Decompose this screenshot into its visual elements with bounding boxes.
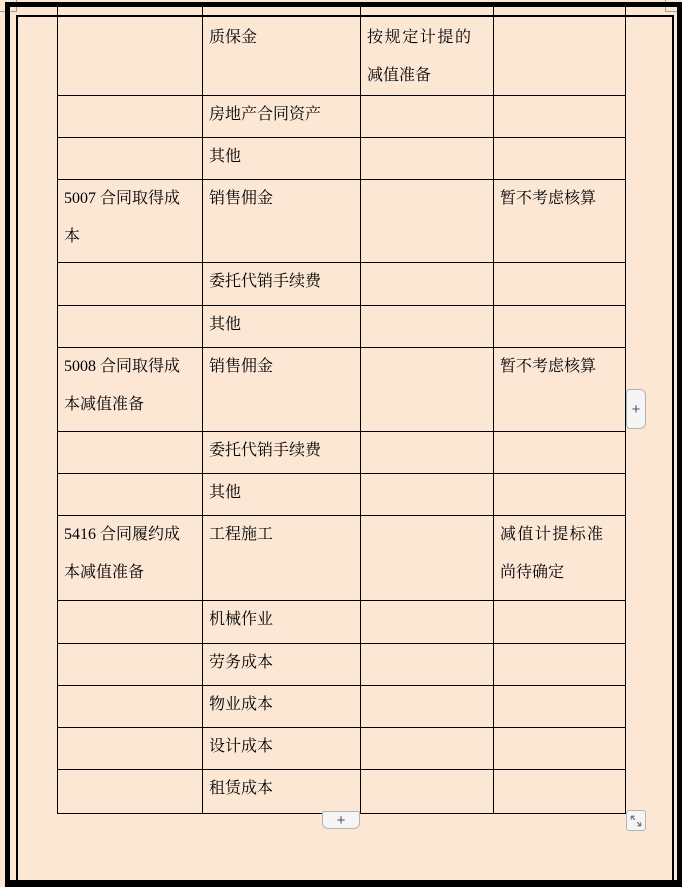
cell-account[interactable] xyxy=(58,474,203,516)
cell-method[interactable] xyxy=(361,138,494,180)
cell-method[interactable] xyxy=(361,432,494,474)
cell-note[interactable] xyxy=(494,686,626,728)
cell-item[interactable]: 工程施工 xyxy=(203,516,361,601)
cell-note[interactable] xyxy=(494,770,626,814)
cell-note[interactable] xyxy=(494,601,626,644)
cell-method[interactable] xyxy=(361,601,494,644)
cell-item[interactable]: 物业成本 xyxy=(203,686,361,728)
cell-account[interactable] xyxy=(58,686,203,728)
resize-table-button[interactable] xyxy=(626,810,646,831)
margin-mark-top-right-h xyxy=(665,11,682,12)
cell-note[interactable]: 暂不考虑核算 xyxy=(494,180,626,263)
cell-item[interactable]: 设计成本 xyxy=(203,728,361,770)
cell-method[interactable] xyxy=(361,348,494,432)
cell-account[interactable] xyxy=(58,7,203,96)
cell-item[interactable]: 租赁成本 xyxy=(203,770,361,814)
cell-account[interactable] xyxy=(58,306,203,348)
cell-account[interactable] xyxy=(58,138,203,180)
accounts-table xyxy=(57,7,626,814)
table-row xyxy=(58,474,626,516)
cell-item[interactable]: 质保金 xyxy=(203,7,361,96)
margin-mark-top-left-v xyxy=(16,0,17,12)
cell-method[interactable] xyxy=(361,770,494,814)
cell-item[interactable]: 销售佣金 xyxy=(203,348,361,432)
table-row xyxy=(58,728,626,770)
cell-item[interactable]: 委托代销手续费 xyxy=(203,432,361,474)
margin-mark-top-left-h xyxy=(0,11,17,12)
cell-note[interactable] xyxy=(494,306,626,348)
table-row xyxy=(58,432,626,474)
table-row xyxy=(58,96,626,138)
table-row xyxy=(58,770,626,814)
cell-method[interactable] xyxy=(361,180,494,263)
add-row-button[interactable]: + xyxy=(322,811,360,829)
expand-diagonal-icon xyxy=(630,815,642,827)
cell-account[interactable]: 5007 合同取得成本 xyxy=(58,180,203,263)
margin-mark-top-right-v xyxy=(665,0,666,12)
cell-account[interactable] xyxy=(58,263,203,306)
cell-note[interactable]: 减值计提标准尚待确定 xyxy=(494,516,626,601)
cell-note[interactable] xyxy=(494,96,626,138)
cell-note[interactable] xyxy=(494,474,626,516)
cell-method[interactable] xyxy=(361,474,494,516)
table-row xyxy=(58,180,626,263)
table-row xyxy=(58,306,626,348)
cell-method[interactable] xyxy=(361,516,494,601)
cell-item[interactable]: 其他 xyxy=(203,306,361,348)
cell-account[interactable] xyxy=(58,644,203,686)
cell-account[interactable] xyxy=(58,432,203,474)
cell-method[interactable] xyxy=(361,263,494,306)
table-row xyxy=(58,138,626,180)
cell-note[interactable]: 暂不考虑核算 xyxy=(494,348,626,432)
cell-item[interactable]: 委托代销手续费 xyxy=(203,263,361,306)
table-row xyxy=(58,601,626,644)
cell-method[interactable] xyxy=(361,306,494,348)
cell-item[interactable]: 劳务成本 xyxy=(203,644,361,686)
cell-method[interactable] xyxy=(361,644,494,686)
cell-item[interactable]: 机械作业 xyxy=(203,601,361,644)
cell-item[interactable]: 销售佣金 xyxy=(203,180,361,263)
cell-method[interactable] xyxy=(361,96,494,138)
cell-method[interactable] xyxy=(361,686,494,728)
cell-account[interactable]: 5008 合同取得成本减值准备 xyxy=(58,348,203,432)
table-row xyxy=(58,263,626,306)
table-row xyxy=(58,516,626,601)
cell-account[interactable] xyxy=(58,601,203,644)
table-row xyxy=(58,7,626,96)
cell-note[interactable] xyxy=(494,432,626,474)
table-row xyxy=(58,686,626,728)
cell-note[interactable] xyxy=(494,263,626,306)
cell-account[interactable] xyxy=(58,728,203,770)
cell-note[interactable] xyxy=(494,644,626,686)
cell-method[interactable]: 按规定计提的减值准备 xyxy=(361,7,494,96)
cell-account[interactable] xyxy=(58,770,203,814)
table-row xyxy=(58,644,626,686)
cell-account[interactable] xyxy=(58,96,203,138)
table-row xyxy=(58,348,626,432)
cell-account[interactable]: 5416 合同履约成本减值准备 xyxy=(58,516,203,601)
cell-note[interactable] xyxy=(494,7,626,96)
cell-item[interactable]: 房地产合同资产 xyxy=(203,96,361,138)
cell-method[interactable] xyxy=(361,728,494,770)
cell-note[interactable] xyxy=(494,728,626,770)
add-column-button[interactable]: + xyxy=(626,389,646,429)
cell-item[interactable]: 其他 xyxy=(203,474,361,516)
cell-note[interactable] xyxy=(494,138,626,180)
cell-item[interactable]: 其他 xyxy=(203,138,361,180)
